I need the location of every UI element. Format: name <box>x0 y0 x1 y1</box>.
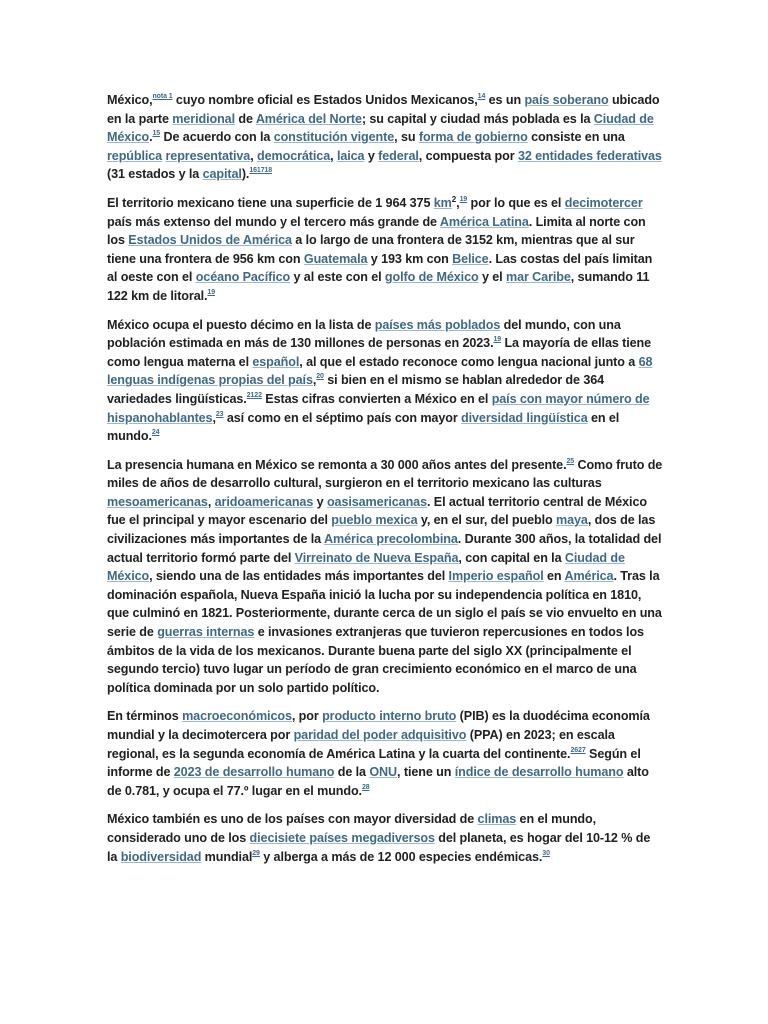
reference-link[interactable]: 20 <box>316 373 324 381</box>
text-run: ubicado en la parte <box>107 93 660 126</box>
reference-sup <box>570 747 585 754</box>
reference-sup <box>207 289 215 296</box>
wiki-link[interactable]: república <box>107 148 163 163</box>
wiki-link[interactable]: América Latina <box>439 214 529 229</box>
wiki-link[interactable]: índice de desarrollo humano <box>454 765 624 780</box>
article-body <box>107 91 663 876</box>
wiki-link[interactable]: 2023 de desarrollo humano <box>173 765 335 780</box>
reference-sup <box>252 850 260 857</box>
text-run: . Tras la dominación española, Nueva España inició la lucha por su independencia política en 1810, que culminó en 1821. Posteriormente, durante cerca de un siglo el país se vio envuelto en una serie de <box>107 569 662 640</box>
text-run: El territorio mexicano tiene una superficie de 1 964 375 <box>107 195 434 210</box>
reference-link[interactable]: 161718 <box>249 167 273 175</box>
text-run: , <box>456 195 460 210</box>
text-run: , compuesta por <box>418 148 518 163</box>
text-run: , sumando 11 122 km de litoral. <box>107 270 650 303</box>
reference-sup <box>566 458 574 465</box>
wiki-link[interactable]: climas <box>477 812 517 827</box>
wiki-link[interactable]: Imperio español <box>448 569 544 584</box>
text-run: de <box>234 111 256 126</box>
paragraph <box>107 194 663 306</box>
text-run: . Las costas del país limitan al oeste con el <box>107 251 653 285</box>
text-run: , <box>212 410 216 425</box>
wiki-link[interactable]: 32 entidades federativas <box>517 148 662 163</box>
wiki-link[interactable]: Estados Unidos de América <box>128 233 292 248</box>
text-run: La presencia humana en México se remonta a 30 000 años antes del presente. <box>107 457 567 472</box>
wiki-link[interactable]: paridad del poder adquisitivo <box>293 728 467 742</box>
text-run: del planeta, es hogar del 10-12 % de la <box>107 830 651 864</box>
reference-sup <box>152 429 160 436</box>
reference-sup <box>493 336 501 343</box>
paragraph <box>107 810 663 866</box>
text-run: , por <box>291 709 323 724</box>
wiki-link[interactable]: capital <box>202 167 242 182</box>
text-run: , <box>250 148 258 163</box>
reference-link[interactable]: nota 1 <box>152 93 173 100</box>
text-run: cuyo nombre oficial es Estados Unidos Mexicanos, <box>172 93 478 107</box>
text-run: ; su capital y ciudad más poblada es la <box>361 111 594 126</box>
paragraph <box>107 456 663 698</box>
reference-sup <box>153 130 161 137</box>
wiki-link[interactable]: maya <box>556 513 588 528</box>
reference-link[interactable]: 19 <box>493 336 502 344</box>
text-run: . Durante 300 años, la totalidad del actual territorio formó parte del <box>107 532 662 565</box>
text-run: , al que el estado reconoce como lengua nacional junto a <box>299 354 639 369</box>
wiki-link[interactable]: América <box>564 569 614 584</box>
text-run: y <box>364 148 379 163</box>
wiki-link[interactable]: diecisiete países megadiversos <box>249 830 435 845</box>
text-run: consiste en una <box>527 130 625 145</box>
text-run: México también es uno de los países con mayor diversidad de <box>107 812 478 827</box>
text-run: país más extenso del mundo y el tercero más grande de <box>107 214 440 229</box>
text-run: y alberga a más de 12 000 especies endémicas. <box>259 849 543 864</box>
text-run: , tiene un <box>397 765 455 780</box>
wiki-link[interactable]: océano Pacífico <box>195 270 291 285</box>
text-run: a lo largo de una frontera de 3152 km, mientras que al sur tiene una frontera de 956 km con <box>107 233 635 266</box>
wiki-link[interactable]: país con mayor número de hispanohablantes <box>107 391 650 425</box>
text-run: . Limita al norte con los <box>107 214 646 248</box>
text-run: . <box>149 130 153 145</box>
text-run: mundial <box>201 849 253 864</box>
text-run: alto de 0.781, y ocupa el 77.º lugar en el mundo. <box>107 765 649 798</box>
reference-link[interactable]: 23 <box>215 410 224 418</box>
text-run: y 193 km con <box>367 251 453 266</box>
text-run: (PPA) en 2023; en escala regional, es la segunda economía de América Latina y la cuarta del continente. <box>107 728 615 761</box>
wiki-link[interactable]: democrática <box>257 148 331 163</box>
text-run: en <box>543 569 565 584</box>
text-run: La mayoría de ellas tiene como lengua materna el <box>107 336 652 369</box>
text-run: , <box>312 373 317 388</box>
wiki-link[interactable]: América precolombina <box>324 532 458 547</box>
text-run: y <box>313 494 327 509</box>
wiki-link[interactable]: aridoamericanas <box>214 494 314 509</box>
wiki-link[interactable]: producto interno bruto <box>322 709 457 724</box>
wiki-link[interactable]: biodiversidad <box>120 849 202 864</box>
reference-link[interactable]: 19 <box>207 288 215 296</box>
reference-sup <box>249 167 272 174</box>
wiki-link[interactable]: América del Norte <box>255 111 362 126</box>
wiki-link[interactable]: km <box>433 195 452 210</box>
text-run: , siendo una de las entidades más importantes del <box>149 569 449 584</box>
wiki-link[interactable]: federal <box>378 148 419 163</box>
wiki-link[interactable]: meridional <box>172 111 235 126</box>
text-run: Según el informe de <box>107 746 641 780</box>
text-run: ). <box>241 167 250 182</box>
wiki-link[interactable]: países más poblados <box>374 317 501 332</box>
text-run: , con capital en la <box>458 550 565 565</box>
wiki-link[interactable]: golfo de México <box>384 270 479 285</box>
reference-sup <box>542 850 550 857</box>
wiki-link[interactable]: laica <box>336 148 365 163</box>
wiki-link[interactable]: Belice <box>452 251 489 266</box>
wiki-link[interactable]: ONU <box>369 765 398 780</box>
text-run: y, en el sur, del pueblo <box>417 513 557 528</box>
wiki-link[interactable]: mesoamericanas <box>107 494 208 509</box>
wiki-link[interactable]: mar Caribe <box>505 270 571 285</box>
text-run: y al este con el <box>290 270 385 285</box>
text-run: , su <box>394 130 419 145</box>
text-run: De acuerdo con la <box>160 130 274 145</box>
reference-link[interactable]: 29 <box>252 849 260 857</box>
text-run: , <box>207 494 215 509</box>
wiki-link[interactable]: Ciudad de México <box>107 550 625 584</box>
text-run: (PIB) es la duodécima economía mundial y la decimotercera por <box>107 709 650 742</box>
wiki-link[interactable]: país soberano <box>524 93 609 107</box>
text-run: . El actual territorio central de México fue el principal y mayor escenario del <box>107 494 647 528</box>
wiki-link[interactable]: Ciudad de México <box>107 111 654 145</box>
reference-sup <box>316 373 324 380</box>
paragraph <box>107 316 663 446</box>
reference-link[interactable]: 24 <box>151 429 160 437</box>
text-run: Estas cifras convierten a México en el <box>261 391 492 406</box>
wiki-link[interactable]: español <box>252 354 300 369</box>
text-run: en el mundo. <box>107 410 620 444</box>
reference-sup <box>362 784 370 791</box>
text-run: si bien en el mismo se hablan alrededor de 364 variedades lingüísticas. <box>107 373 605 406</box>
reference-link[interactable]: 15 <box>152 130 161 138</box>
text-run: , dos de las civilizaciones más importantes de la <box>107 513 656 547</box>
text-run: así como en el séptimo país con mayor <box>223 410 462 425</box>
wiki-link[interactable]: forma de gobierno <box>418 130 528 145</box>
text-run: en el mundo, considerado uno de los <box>107 812 597 845</box>
text-run: México, <box>107 93 153 107</box>
paragraph <box>107 707 663 800</box>
wiki-link[interactable]: representativa <box>165 148 251 163</box>
wiki-link[interactable]: Virreinato de Nueva España <box>294 550 459 565</box>
superscript: 2 <box>451 194 457 204</box>
wiki-link[interactable]: diversidad lingüística <box>461 410 588 425</box>
text-run: En términos <box>107 709 183 724</box>
wiki-link[interactable]: constitución vigente <box>273 130 395 145</box>
wiki-link[interactable]: Guatemala <box>303 251 368 266</box>
text-run: de la <box>334 765 370 780</box>
wiki-link[interactable]: decimotercer <box>564 195 643 210</box>
wiki-link[interactable]: pueblo mexica <box>331 513 418 528</box>
text-run: , <box>330 148 337 163</box>
reference-link[interactable]: 2627 <box>570 746 586 754</box>
wiki-link[interactable]: macroeconómicos <box>182 709 292 724</box>
text-run: Como fruto de miles de años de desarrollo cultural, surgieron en el territorio mexicano las culturas <box>107 457 663 491</box>
reference-sup <box>153 93 173 100</box>
text-run: (31 estados y la <box>107 167 203 182</box>
reference-link[interactable]: 19 <box>459 195 468 203</box>
text-run: por lo que es el <box>467 195 565 210</box>
reference-link[interactable]: 2122 <box>246 391 262 399</box>
text-run: México ocupa el puesto décimo en la lista de <box>107 317 375 332</box>
reference-link[interactable]: 14 <box>477 93 486 100</box>
reference-link[interactable]: 28 <box>361 783 370 791</box>
paragraph <box>107 91 663 184</box>
reference-link[interactable]: 25 <box>566 457 575 465</box>
text-run: es un <box>485 93 525 107</box>
reference-sup <box>247 392 262 399</box>
text-run: y el <box>478 270 506 285</box>
text-run: del mundo, con una población estimada en más de 130 millones de personas en 2023. <box>107 317 621 351</box>
text-run: e invasiones extranjeras que tuvieron repercusiones en todos los ámbitos de la vida de los mexicanos. Durante buena parte del siglo XX (principalmente el segundo tercio) tuvo lugar un período de gran crecimiento económico en el marco de una política dominada por un solo partido político. <box>107 625 644 695</box>
wiki-link[interactable]: guerras internas <box>157 625 255 640</box>
reference-link[interactable]: 30 <box>542 849 550 857</box>
wiki-link[interactable]: 68 lenguas indígenas propias del país <box>107 354 653 388</box>
wiki-link[interactable]: oasisamericanas <box>326 494 427 509</box>
